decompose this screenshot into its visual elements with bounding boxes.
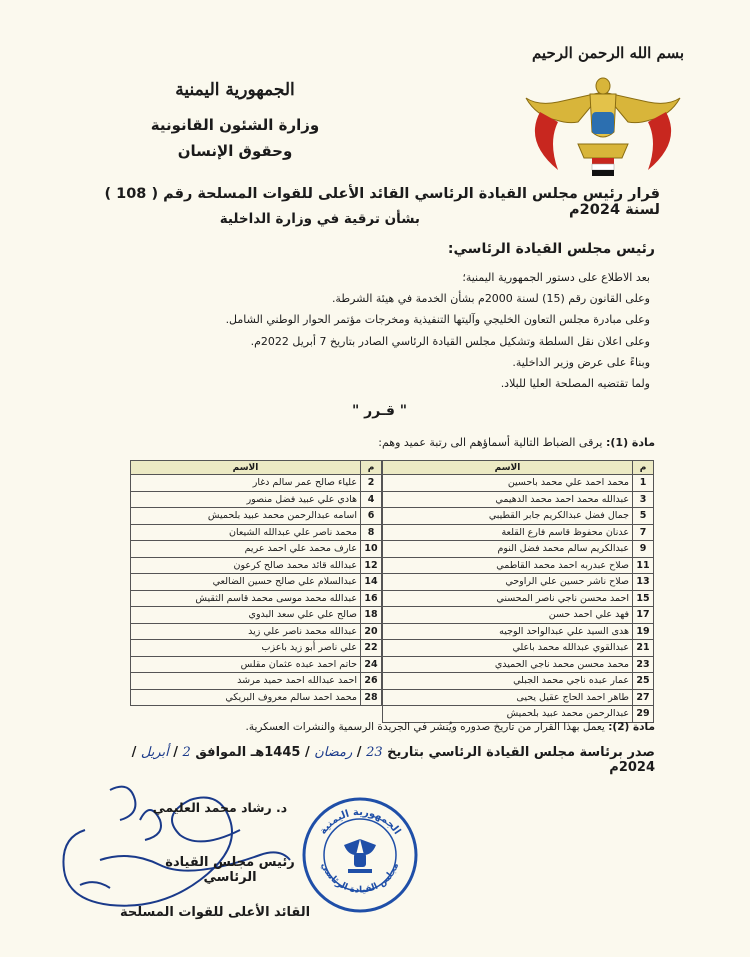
- officer-name: صلاح عبدربه احمد محمد القاطمي: [383, 557, 633, 574]
- article-1: [95, 436, 655, 449]
- row-number: 25: [633, 673, 654, 690]
- preamble-line: ولما تقتضيه المصلحة العليا للبلاد.: [500, 377, 650, 391]
- table-row: [131, 491, 382, 508]
- stamp-bottom-text: مجلس القيادة الرئاسي: [318, 861, 402, 896]
- column-header-number: م: [633, 461, 654, 475]
- column-header-name: الاسم: [131, 461, 361, 475]
- article-2: [95, 721, 655, 733]
- row-number: 24: [361, 656, 382, 673]
- officers-table-left: [130, 460, 382, 706]
- issued-hijri-day: 23: [366, 745, 383, 760]
- officer-name: صلاح ناشر حسين علي الراوحي: [383, 574, 633, 591]
- table-row: [383, 640, 654, 657]
- chairman-heading: رئيس مجلس القيادة الرئاسي:: [447, 241, 655, 257]
- officer-name: عبدالكريم سالم محمد فضل النوم: [383, 541, 633, 558]
- officer-name: علي ناصر أبو زيد باعزب: [131, 640, 361, 657]
- row-number: 4: [361, 491, 382, 508]
- republic-name: الجمهورية اليمنية: [175, 80, 295, 100]
- row-number: 3: [633, 491, 654, 508]
- issued-prefix: صدر برئاسة مجلس القيادة الرئاسي بتاريخ: [387, 745, 655, 760]
- table-row: [383, 541, 654, 558]
- officer-name: اسامه عبدالرحمن محمد عبيد بلحميش: [131, 508, 361, 525]
- row-number: 8: [361, 524, 382, 541]
- issued-line: صدر برئاسة مجلس القيادة الرئاسي بتاريخ 23 / رمضان / 1445هـ الموافق 2 / أبريل / 2024م: [131, 745, 655, 775]
- row-number: 13: [633, 574, 654, 591]
- issued-connector: الموافق: [195, 745, 247, 760]
- issued-greg-month: أبريل: [140, 745, 169, 760]
- signatory-name: د. رشاد محمد العليمي: [152, 800, 288, 815]
- ministry-name: وزارة الشئون القانونية: [150, 116, 320, 134]
- issued-hijri-year: 1445هـ: [250, 745, 301, 760]
- preamble-line: وعلى مبادرة مجلس التعاون الخليجي وآليتها التنفيذية ومخرجات مؤتمر الحوار الوطني الشامل.: [225, 313, 650, 327]
- row-number: 22: [361, 640, 382, 657]
- table-row: [383, 673, 654, 690]
- row-number: 12: [361, 557, 382, 574]
- row-number: 1: [633, 475, 654, 492]
- officer-name: عمار عبده ناجي محمد الجبلي: [383, 673, 633, 690]
- officer-name: هدى السيد علي عبدالواحد الوجيه: [383, 623, 633, 640]
- officer-name: عدنان محفوظ قاسم فارع القلعة: [383, 524, 633, 541]
- officer-name: طاهر احمد الحاج عقيل يحيى: [383, 689, 633, 706]
- row-number: 29: [633, 706, 654, 723]
- row-number: 2: [361, 475, 382, 492]
- officer-name: فهد علي احمد حسن: [383, 607, 633, 624]
- officer-name: محمد ناصر علي عبدالله الشيعان: [131, 524, 361, 541]
- officer-name: محمد احمد سالم معروف البريكي: [131, 689, 361, 706]
- table-row: [131, 541, 382, 558]
- row-number: 21: [633, 640, 654, 657]
- row-number: 9: [633, 541, 654, 558]
- table-row: [131, 656, 382, 673]
- table-row: [383, 607, 654, 624]
- table-row: [383, 706, 654, 723]
- column-header-name: الاسم: [383, 461, 633, 475]
- table-row: [383, 689, 654, 706]
- table-row: [383, 508, 654, 525]
- preamble-line: وبناءً على عرض وزير الداخلية.: [512, 355, 650, 369]
- yemen-eagle-emblem-icon: [518, 72, 688, 182]
- table-row: [131, 557, 382, 574]
- officers-table-right-body: [383, 475, 654, 723]
- table-header-row: [131, 461, 382, 475]
- officer-name: هادي علي عبيد فضل منصور: [131, 491, 361, 508]
- officer-name: محمد محسن محمد ناجي الحميدي: [383, 656, 633, 673]
- table-row: [131, 590, 382, 607]
- preamble: [90, 267, 650, 394]
- table-row: [131, 475, 382, 492]
- issued-greg-day: 2: [182, 745, 191, 760]
- row-number: 28: [361, 689, 382, 706]
- officer-name: علياء صالح عمر سالم دغار: [131, 475, 361, 492]
- row-number: 23: [633, 656, 654, 673]
- column-header-number: م: [361, 461, 382, 475]
- officers-table-left-body: [131, 475, 382, 706]
- preamble-line: وعلى اعلان نقل السلطة وتشكيل مجلس القيادة الرئاسي الصادر بتاريخ 7 أبريل 2022م.: [250, 334, 650, 348]
- table-row: [383, 524, 654, 541]
- decision-subtitle: بشأن ترقية في وزارة الداخلية: [219, 211, 420, 227]
- preamble-line: بعد الاطلاع على دستور الجمهورية اليمنية؛: [462, 271, 650, 284]
- article-1-label: مادة (1):: [605, 436, 655, 449]
- row-number: 11: [633, 557, 654, 574]
- officer-name: احمد عبدالله احمد حميد مرشد: [131, 673, 361, 690]
- row-number: 18: [361, 607, 382, 624]
- stamp-top-text: الجمهورية اليمنية: [317, 806, 403, 837]
- signatory-title: رئيس مجلس القيادة الرئاسي: [165, 855, 295, 885]
- svg-text:الجمهورية اليمنية: [318, 807, 403, 837]
- table-row: [131, 689, 382, 706]
- officer-name: محمد احمد علي محمد باحسين: [383, 475, 633, 492]
- officer-name: صالح علي علي سعد البدوي: [131, 607, 361, 624]
- table-row: [131, 673, 382, 690]
- preamble-line: وعلى القانون رقم (15) لسنة 2000م بشأن الخدمة في هيئة الشرطة.: [331, 292, 650, 306]
- officer-name: عارف محمد علي احمد عريم: [131, 541, 361, 558]
- decided-heading: " قـرر ": [352, 403, 408, 419]
- table-row: [383, 590, 654, 607]
- issued-hijri-month: رمضان: [314, 745, 353, 760]
- row-number: 20: [361, 623, 382, 640]
- table-row: [383, 491, 654, 508]
- table-row: [383, 623, 654, 640]
- table-row: [131, 607, 382, 624]
- row-number: 14: [361, 574, 382, 591]
- article-2-label: مادة (2):: [608, 721, 655, 733]
- table-row: [131, 640, 382, 657]
- table-header-row: [383, 461, 654, 475]
- row-number: 10: [361, 541, 382, 558]
- ministry-name-line2: وحقوق الإنسان: [177, 142, 293, 160]
- officer-name: عبدالسلام علي صالح حسين الضالعي: [131, 574, 361, 591]
- officer-name: جمال فضل عبدالكريم جابر القطيبي: [383, 508, 633, 525]
- officer-name: عبدالقوي عبدالله محمد باعلي: [383, 640, 633, 657]
- table-row: [383, 656, 654, 673]
- row-number: 7: [633, 524, 654, 541]
- row-number: 15: [633, 590, 654, 607]
- row-number: 19: [633, 623, 654, 640]
- basmala: بسم الله الرحمن الرحيم: [531, 44, 685, 62]
- officer-name: عبدالله محمد ناصر علي زيد: [131, 623, 361, 640]
- row-number: 6: [361, 508, 382, 525]
- officer-name: احمد محسن ناجي ناصر المحسني: [383, 590, 633, 607]
- table-row: [383, 475, 654, 492]
- row-number: 16: [361, 590, 382, 607]
- presidential-council-stamp: [300, 795, 420, 915]
- article-2-text: يعمل بهذا القرار من تاريخ صدوره ويُنشر في الجريدة الرسمية والنشرات العسكرية.: [245, 721, 605, 733]
- table-row: [131, 574, 382, 591]
- officer-name: حاتم احمد عبده عثمان مقلس: [131, 656, 361, 673]
- table-row: [131, 623, 382, 640]
- officer-name: عبدالله محمد موسى محمد قاسم الثقيش: [131, 590, 361, 607]
- row-number: 26: [361, 673, 382, 690]
- officers-table-right: [382, 460, 654, 723]
- row-number: 5: [633, 508, 654, 525]
- officer-name: عبدالله قائد محمد صالح كرعون: [131, 557, 361, 574]
- officer-name: عبدالرحمن محمد عبيد بلحميش: [383, 706, 633, 723]
- table-row: [383, 574, 654, 591]
- signatory-title-2: القائد الأعلى للقوات المسلحة: [119, 905, 311, 920]
- table-row: [131, 524, 382, 541]
- row-number: 17: [633, 607, 654, 624]
- issued-greg-year: 2024م: [609, 760, 655, 775]
- article-1-text: يرقى الضباط التالية أسماؤهم الى رتبة عميد وهم:: [378, 436, 603, 449]
- decision-title: قرار رئيس مجلس القيادة الرئاسي القائد الأعلى للقوات المسلحة رقم ( 108 ) لسنة 2024م: [104, 186, 660, 218]
- table-row: [131, 508, 382, 525]
- officer-name: عبدالله محمد احمد محمد الدهيمي: [383, 491, 633, 508]
- row-number: 27: [633, 689, 654, 706]
- table-row: [383, 557, 654, 574]
